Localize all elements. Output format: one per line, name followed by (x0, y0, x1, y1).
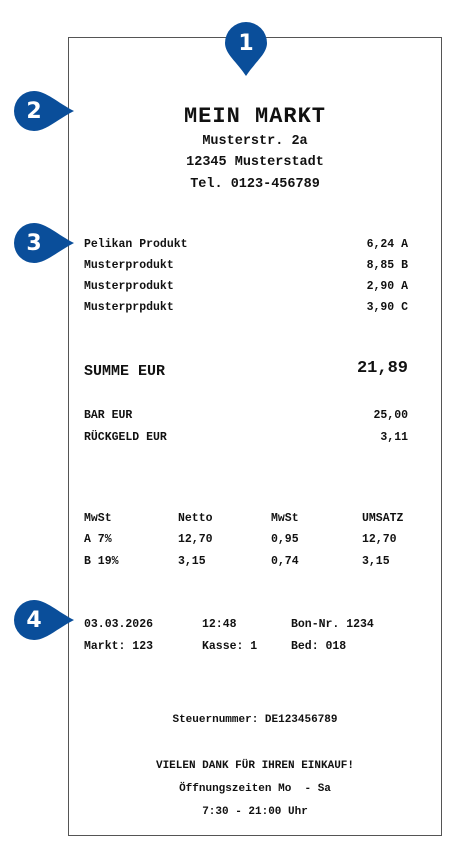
tax-cell: 0,95 (271, 533, 299, 546)
store-phone: Tel. 0123-456789 (190, 177, 320, 192)
receipt-number: Bon-Nr. 1234 (291, 618, 374, 631)
item-name: Musterprodukt (84, 259, 174, 272)
store-street: Musterstr. 2a (202, 134, 308, 149)
payment-label: BAR EUR (84, 409, 133, 422)
tax-cell: A 7% (84, 533, 112, 546)
tax-header: MwSt (271, 512, 299, 525)
change-value: 3,11 (380, 431, 408, 444)
tax-cell: B 19% (84, 555, 119, 568)
marker-2-icon (14, 91, 74, 131)
thank-you: VIELEN DANK FÜR IHREN EINKAUF! (155, 760, 355, 772)
tax-cell: 12,70 (362, 533, 397, 546)
receipt-date: 03.03.2026 (84, 618, 154, 631)
marker-2-label: 2 (26, 98, 42, 124)
change-label: RÜCKGELD EUR (84, 431, 167, 444)
opening-hours-label: Öffnungszeiten Mo - Sa (179, 783, 331, 795)
tax-cell: 0,74 (271, 555, 299, 568)
store-name: MEIN MARKT (183, 104, 327, 129)
tax-header: MwSt (84, 512, 112, 525)
total-label: SUMME EUR (84, 363, 166, 380)
tax-header: UMSATZ (362, 512, 404, 525)
tax-cell: 12,70 (178, 533, 213, 546)
item-name: Pelikan Produkt (84, 238, 188, 251)
total-value: 21,89 (356, 359, 408, 378)
tax-number: Steuernummer: DE123456789 (172, 714, 338, 726)
item-price: 2,90 A (366, 280, 408, 293)
tax-cell: 3,15 (178, 555, 206, 568)
market-number: Markt: 123 (84, 640, 154, 653)
marker-3-label: 3 (26, 230, 42, 256)
item-price: 6,24 A (366, 238, 408, 251)
opening-hours: 7:30 - 21:00 Uhr (202, 806, 308, 818)
item-price: 3,90 C (366, 301, 408, 314)
store-city: 12345 Musterstadt (186, 155, 324, 170)
marker-4-icon (14, 600, 74, 640)
receipt (68, 37, 442, 836)
marker-1-label: 1 (238, 30, 254, 56)
payment-value: 25,00 (373, 409, 408, 422)
item-name: Musterprpdukt (84, 301, 174, 314)
marker-4-label: 4 (26, 607, 42, 633)
item-price: 8,85 B (366, 259, 408, 272)
marker-1-icon (225, 22, 267, 76)
tax-header: Netto (178, 512, 213, 525)
tax-cell: 3,15 (362, 555, 390, 568)
operator-number: Bed: 018 (291, 640, 347, 653)
register-number: Kasse: 1 (202, 640, 258, 653)
receipt-time: 12:48 (202, 618, 237, 631)
item-name: Musterprodukt (84, 280, 174, 293)
marker-3-icon (14, 223, 74, 263)
